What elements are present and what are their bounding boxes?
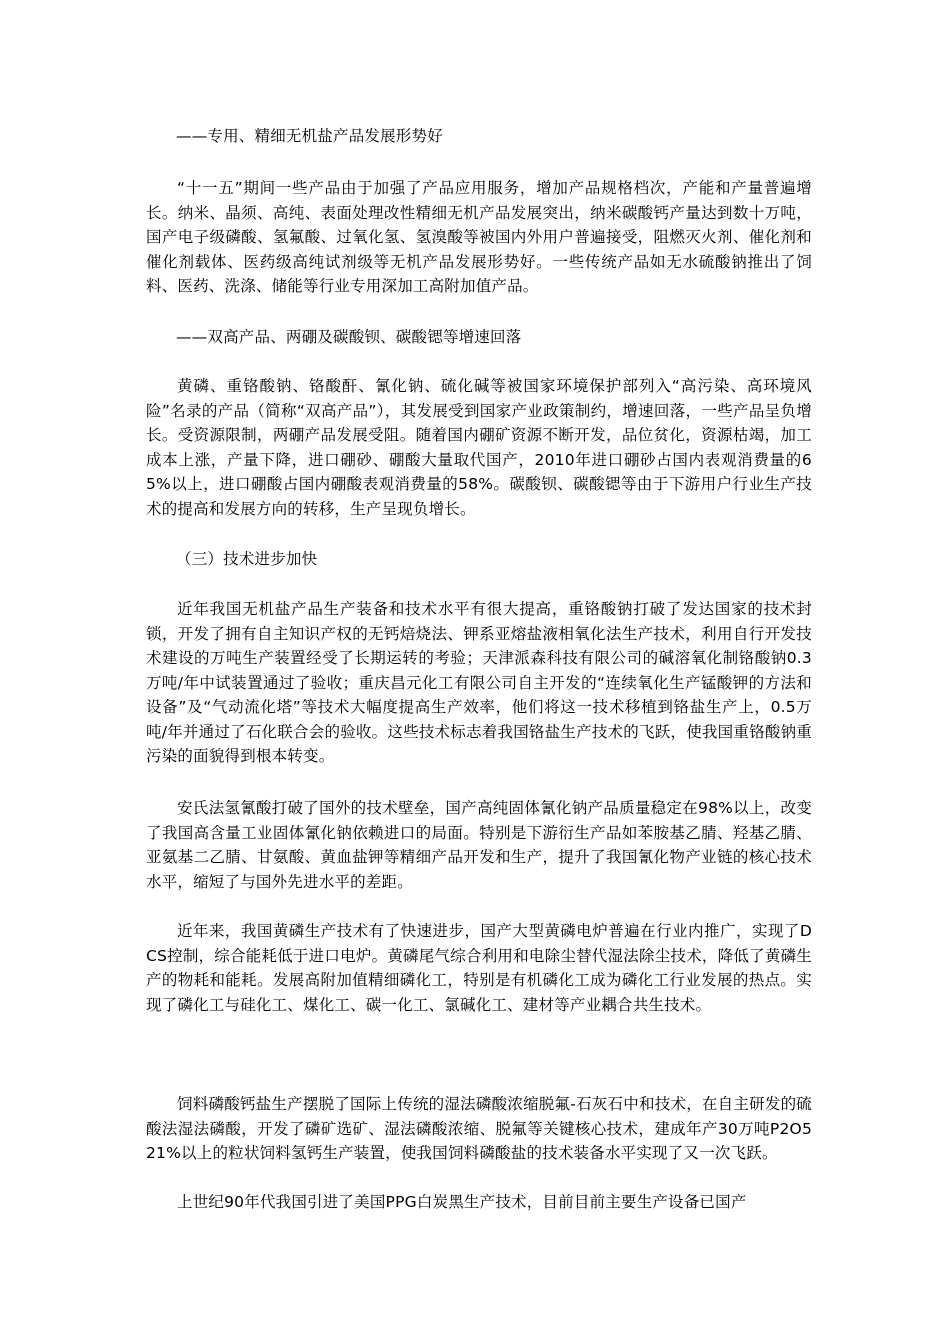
paragraph-double-high-products: 黄磷、重铬酸钠、铬酸酐、氰化钠、硫化碱等被国家环境保护部列入“高污染、高环境风险”名录的产品（简称“双高产品”），其发展受到国家产业政策制约，增速回落，一些产品呈负增长。受资源限制，两硼产品发展受阻。随着国内硼矿资源不断开发，品位贫化，资源枯竭，加工成本上涨，产量下降，进口硼砂、硼酸大量取代国产，2010年进口硼砂占国内表观消费量的65%以上，进口硼酸占国内硼酸表观消费量的58%。碳酸钡、碳酸锶等由于下游用户行业生产技术的提高和发展方向的转移，生产呈现负增长。: [146, 377, 812, 518]
paragraph-feed-phosphate: 饲料磷酸钙盐生产摆脱了国际上传统的湿法磷酸浓缩脱氟-石灰石中和技术，在自主研发的硫酸法湿法磷酸，开发了磷矿选矿、湿法磷酸浓缩、脱氟等关键核心技术，建成年产30万吨P2O521%以上的粒状饲料氢钙生产装置，使我国饲料磷酸盐的技术装备水平实现了又一次飞跃。: [146, 1095, 812, 1162]
paragraph-chromium-salts: 近年我国无机盐产品生产装备和技术水平有很大提高，重铬酸钠打破了发达国家的技术封锁，开发了拥有自主知识产权的无钙焙烧法、钾系亚熔盐液相氧化法生产技术，利用自行开发技术建设的万吨生产装置经受了长期运转的考验；天津派森科技有限公司的碱溶氧化制铬酸钠0.3万吨/年中试装置通过了验收；重庆昌元化工有限公司自主开发的“连续氧化生产锰酸钾的方法和设备”及“气动流化塔”等技术大幅度提高生产效率，他们将这一技术移植到铬盐生产上，0.5万吨/年并通过了石化联合会的验收。这些技术标志着我国铬盐生产技术的飞跃，使我国重铬酸钠重污染的面貌得到根本转变。: [146, 600, 812, 765]
section-heading-specialty-products: ——专用、精细无机盐产品发展形势好: [176, 127, 443, 145]
section-heading-tech-progress: （三）技术进步加快: [176, 550, 318, 568]
paragraph-specialty-products: “十一五”期间一些产品由于加强了产品应用服务，增加产品规格档次，产能和产量普遍增长。纳米、晶须、高纯、表面处理改性精细无机产品发展突出，纳米碳酸钙产量达到数十万吨，国产电子级磷酸、氢氟酸、过氧化氢、氢溴酸等被国内外用户普遍接受，阻燃灭火剂、催化剂和催化剂载体、医药级高纯试剂级等无机产品发展形势好。一些传统产品如无水硫酸钠推出了饲料、医药、洗涤、储能等行业专用深加工高附加值产品。: [146, 179, 812, 295]
section-heading-double-high-products: ——双高产品、两硼及碳酸钡、碳酸锶等增速回落: [176, 328, 522, 346]
paragraph-yellow-phosphorus: 近年来，我国黄磷生产技术有了快速进步，国产大型黄磷电炉普遍在行业内推广，实现了DCS控制，综合能耗低于进口电炉。黄磷尾气综合利用和电除尘替代湿法除尘技术，降低了黄磷生产的物耗和能耗。发展高附加值精细磷化工，特别是有机磷化工成为磷化工行业发展的热点。实现了磷化工与硅化工、煤化工、碳一化工、氯碱化工、建材等产业耦合共生技术。: [146, 922, 812, 1014]
paragraph-white-carbon-black: 上世纪90年代我国引进了美国PPG白炭黑生产技术，目前目前主要生产设备已国产: [177, 1193, 747, 1211]
paragraph-cyanide: 安氏法氢氰酸打破了国外的技术壁垒，国产高纯固体氰化钠产品质量稳定在98%以上，改变了我国高含量工业固体氰化钠依赖进口的局面。特别是下游衍生产品如苯胺基乙腈、羟基乙腈、亚氨基二乙腈、甘氨酸、黄血盐钾等精细产品开发和生产，提升了我国氰化物产业链的核心技术水平，缩短了与国外先进水平的差距。: [146, 799, 812, 891]
